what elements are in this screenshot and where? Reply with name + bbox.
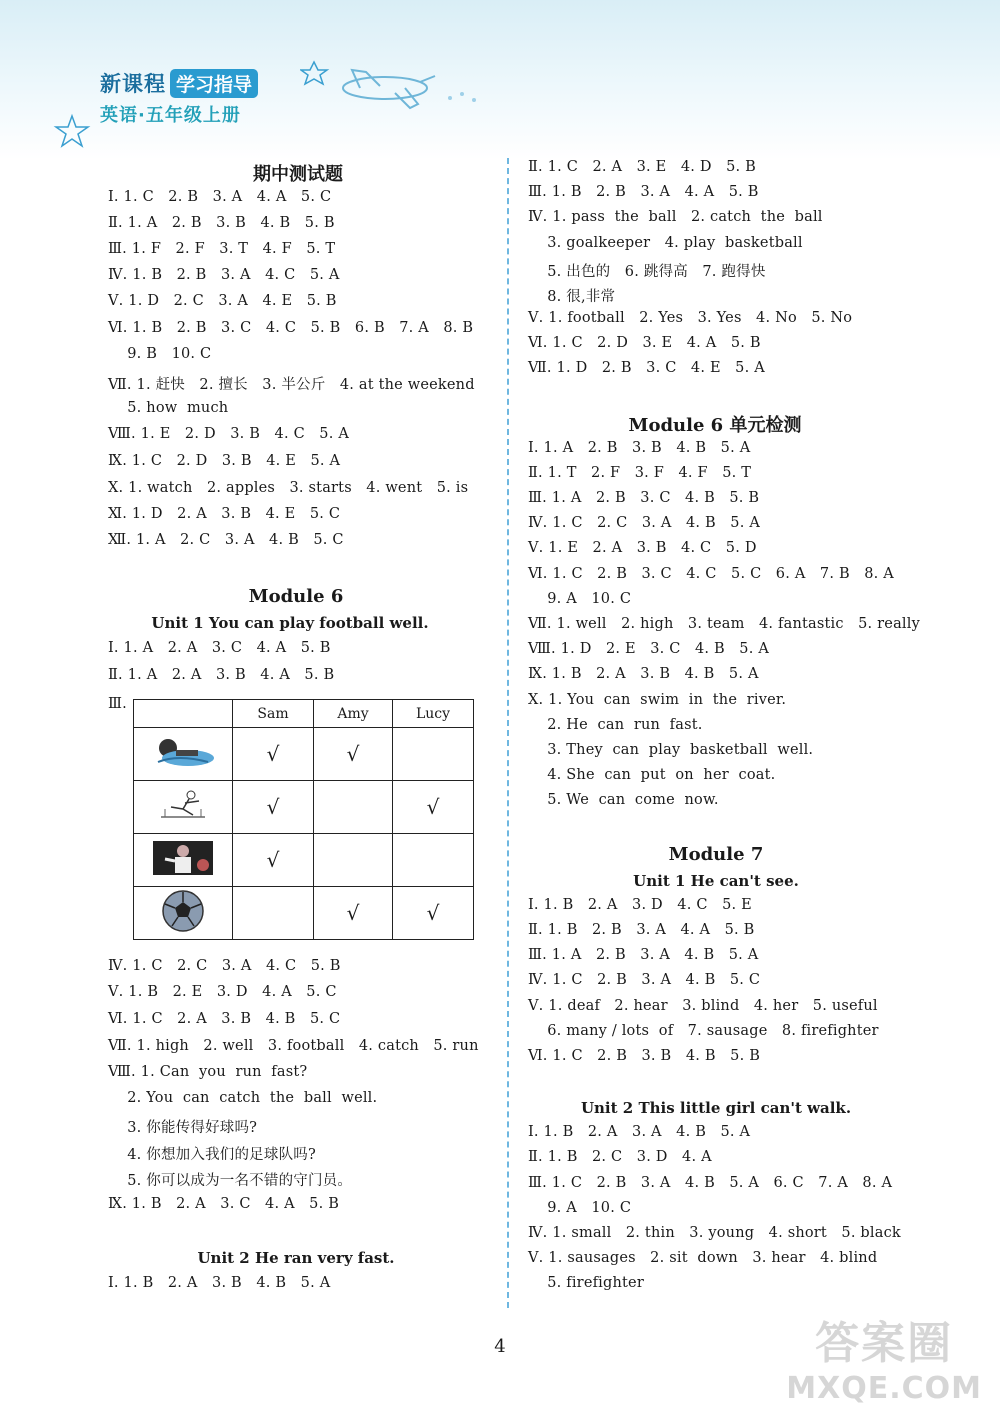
answer-row: Ⅰ. 1. B 2. A 3. A 4. B 5. A <box>528 1124 751 1140</box>
answer-row: 3. They can play basketball well. <box>528 742 814 758</box>
unit-2-title: Unit 2 He ran very fast. <box>197 1249 395 1267</box>
answer-row: Ⅰ. 1. B 2. A 3. B 4. B 5. A <box>108 1275 331 1291</box>
answer-row: 2. He can run fast. <box>528 717 703 733</box>
table-cell: √ <box>233 834 314 887</box>
module-6-title: Module 6 <box>248 586 344 607</box>
answer-row: 3. 你能传得好球吗? <box>108 1120 258 1136</box>
table-row <box>134 834 474 887</box>
table-cell: √ <box>233 728 314 781</box>
answer-row: Ⅱ. 1. T 2. F 3. F 4. F 5. T <box>528 465 752 481</box>
answer-row: 4. She can put on her coat. <box>528 767 776 783</box>
answer-row: Ⅲ. 1. C 2. B 3. A 4. B 5. A 6. C 7. A 8. A <box>528 1175 893 1191</box>
answer-row: 5. firefighter <box>528 1275 644 1291</box>
answer-row: 9. B 10. C <box>108 346 212 362</box>
answer-row: Ⅳ. 1. C 2. B 3. A 4. B 5. C <box>528 972 761 988</box>
answer-row: Ⅻ. 1. A 2. C 3. A 4. B 5. C <box>108 532 344 548</box>
module-6-test-title: Module 6 单元检测 <box>628 415 802 436</box>
answer-row: Ⅲ. 1. A 2. B 3. C 4. B 5. B <box>528 490 760 506</box>
answer-row: Ⅸ. 1. B 2. A 3. B 4. B 5. A <box>528 666 759 682</box>
answer-row: Ⅱ. 1. A 2. B 3. B 4. B 5. B <box>108 215 335 231</box>
answer-row: Ⅴ. 1. deaf 2. hear 3. blind 4. her 5. useful <box>528 998 878 1014</box>
answer-row: Ⅳ. 1. C 2. C 3. A 4. B 5. A <box>528 515 761 531</box>
jumping-icon <box>134 781 233 834</box>
answer-row: Ⅸ. 1. B 2. A 3. C 4. A 5. B <box>108 1196 340 1212</box>
column-divider <box>507 158 509 1308</box>
answer-row: Ⅴ. 1. football 2. Yes 3. Yes 4. No 5. No <box>528 310 853 326</box>
answer-row: Ⅲ. 1. B 2. B 3. A 4. A 5. B <box>528 184 759 200</box>
unit-1-title: Unit 1 You can play football well. <box>151 614 429 632</box>
answer-row: 5. 出色的 6. 跳得高 7. 跑得快 <box>528 264 766 280</box>
brand-main-text: 新课程 <box>100 72 166 96</box>
football-icon <box>134 887 233 940</box>
page-number: 4 <box>494 1336 506 1357</box>
answer-row: Ⅺ. 1. D 2. A 3. B 4. E 5. C <box>108 506 341 522</box>
swimming-icon <box>134 728 233 781</box>
answer-row: Ⅰ. 1. B 2. A 3. D 4. C 5. E <box>528 897 752 913</box>
answer-row: Ⅳ. 1. small 2. thin 3. young 4. short 5. black <box>528 1225 901 1241</box>
table-header: Lucy <box>393 700 474 728</box>
table-cell: √ <box>314 887 393 940</box>
table-cell: √ <box>233 781 314 834</box>
answer-row: 9. A 10. C <box>528 1200 632 1216</box>
answer-row: Ⅵ. 1. B 2. B 3. C 4. C 5. B 6. B 7. A 8. B <box>108 320 474 336</box>
answer-row: Ⅵ. 1. C 2. B 3. B 4. B 5. B <box>528 1048 761 1064</box>
table-row <box>134 781 474 834</box>
answer-row: 9. A 10. C <box>528 591 632 607</box>
answer-row: Ⅰ. 1. C 2. B 3. A 4. A 5. C <box>108 189 332 205</box>
table-cell: √ <box>314 728 393 781</box>
airplane-icon <box>300 58 500 118</box>
answer-row: 5. 你可以成为一名不错的守门员。 <box>108 1173 353 1189</box>
answer-row: Ⅸ. 1. C 2. D 3. B 4. E 5. A <box>108 453 341 469</box>
answer-row: 5. We can come now. <box>528 792 719 808</box>
brand-logo <box>100 68 258 127</box>
answer-row: Ⅳ. 1. pass the ball 2. catch the ball <box>528 209 823 225</box>
table-cell: √ <box>393 781 474 834</box>
answer-row: Ⅰ. 1. A 2. A 3. C 4. A 5. B <box>108 640 331 656</box>
answer-row: Ⅰ. 1. A 2. B 3. B 4. B 5. A <box>528 440 751 456</box>
table-row <box>134 887 474 940</box>
watermark-bottom: MXQE.COM <box>786 1371 982 1406</box>
answer-row: 8. 很,非常 <box>528 289 616 305</box>
table-cell <box>314 781 393 834</box>
module-7-title: Module 7 <box>668 844 764 865</box>
answer-row: Ⅶ. 1. high 2. well 3. football 4. catch 5. run <box>108 1038 479 1054</box>
watermark-top: 答案圈 <box>815 1318 954 1369</box>
answer-row: Ⅱ. 1. A 2. A 3. B 4. A 5. B <box>108 667 335 683</box>
answer-row: Ⅷ. 1. E 2. D 3. B 4. C 5. A <box>108 426 350 442</box>
answer-row: 2. You can catch the ball well. <box>108 1090 378 1106</box>
answer-row: Ⅱ. 1. B 2. B 3. A 4. A 5. B <box>528 922 755 938</box>
ability-table <box>133 699 474 940</box>
answer-row: Ⅷ. 1. D 2. E 3. C 4. B 5. A <box>528 641 770 657</box>
answer-row: Ⅶ. 1. 赶快 2. 擅长 3. 半公斤 4. at the weekend <box>108 377 475 393</box>
table-row <box>134 728 474 781</box>
answer-row: Ⅴ. 1. sausages 2. sit down 3. hear 4. blind <box>528 1250 878 1266</box>
table-cell <box>233 887 314 940</box>
midterm-title: 期中测试题 <box>253 164 343 185</box>
answer-row: Ⅱ. 1. C 2. A 3. E 4. D 5. B <box>528 159 757 175</box>
answer-row: Ⅹ. 1. watch 2. apples 3. starts 4. went 5. is <box>108 480 469 496</box>
answer-row: Ⅳ. 1. C 2. C 3. A 4. C 5. B <box>108 958 341 974</box>
answer-row: Ⅶ. 1. D 2. B 3. C 4. E 5. A <box>528 360 765 376</box>
answer-row: Ⅷ. 1. Can you run fast? <box>108 1064 308 1080</box>
brand-subtitle: 英语·五年级上册 <box>100 105 241 126</box>
answer-row: Ⅲ. 1. A 2. B 3. A 4. B 5. A <box>528 947 759 963</box>
answer-row: Ⅵ. 1. C 2. D 3. E 4. A 5. B <box>528 335 761 351</box>
answer-row: Ⅶ. 1. well 2. high 3. team 4. fantastic 5. really <box>528 616 920 632</box>
answer-row: 6. many / lots of 7. sausage 8. firefighter <box>528 1023 879 1039</box>
table-header: Amy <box>314 700 393 728</box>
table-header: Sam <box>233 700 314 728</box>
answer-row: Ⅱ. 1. B 2. C 3. D 4. A <box>528 1149 712 1165</box>
answer-row: 5. how much <box>108 400 229 416</box>
table-cell <box>393 728 474 781</box>
answer-row: Ⅴ. 1. E 2. A 3. B 4. C 5. D <box>528 540 757 556</box>
watermark <box>786 1307 982 1406</box>
basketball-player-icon <box>134 834 233 887</box>
answer-row: Ⅹ. 1. You can swim in the river. <box>528 692 787 708</box>
answer-row: 3. goalkeeper 4. play basketball <box>528 235 803 251</box>
answer-row: 4. 你想加入我们的足球队吗? <box>108 1147 316 1163</box>
m7-unit-1-title: Unit 1 He can't see. <box>633 872 799 890</box>
answer-row: Ⅴ. 1. D 2. C 3. A 4. E 5. B <box>108 293 337 309</box>
star-icon <box>52 112 92 152</box>
table-cell: √ <box>393 887 474 940</box>
table-header <box>134 700 233 728</box>
table-cell <box>393 834 474 887</box>
answer-row: Ⅳ. 1. B 2. B 3. A 4. C 5. A <box>108 267 340 283</box>
answer-row: Ⅵ. 1. C 2. A 3. B 4. B 5. C <box>108 1011 341 1027</box>
m7-unit-2-title: Unit 2 This little girl can't walk. <box>580 1099 852 1117</box>
table-label: Ⅲ. <box>108 696 127 712</box>
answer-row: Ⅵ. 1. C 2. B 3. C 4. C 5. C 6. A 7. B 8. A <box>528 566 894 582</box>
answer-row: Ⅲ. 1. F 2. F 3. T 4. F 5. T <box>108 241 336 257</box>
answer-row: Ⅴ. 1. B 2. E 3. D 4. A 5. C <box>108 984 337 1000</box>
brand-tag-text: 学习指导 <box>170 69 258 98</box>
table-cell <box>314 834 393 887</box>
